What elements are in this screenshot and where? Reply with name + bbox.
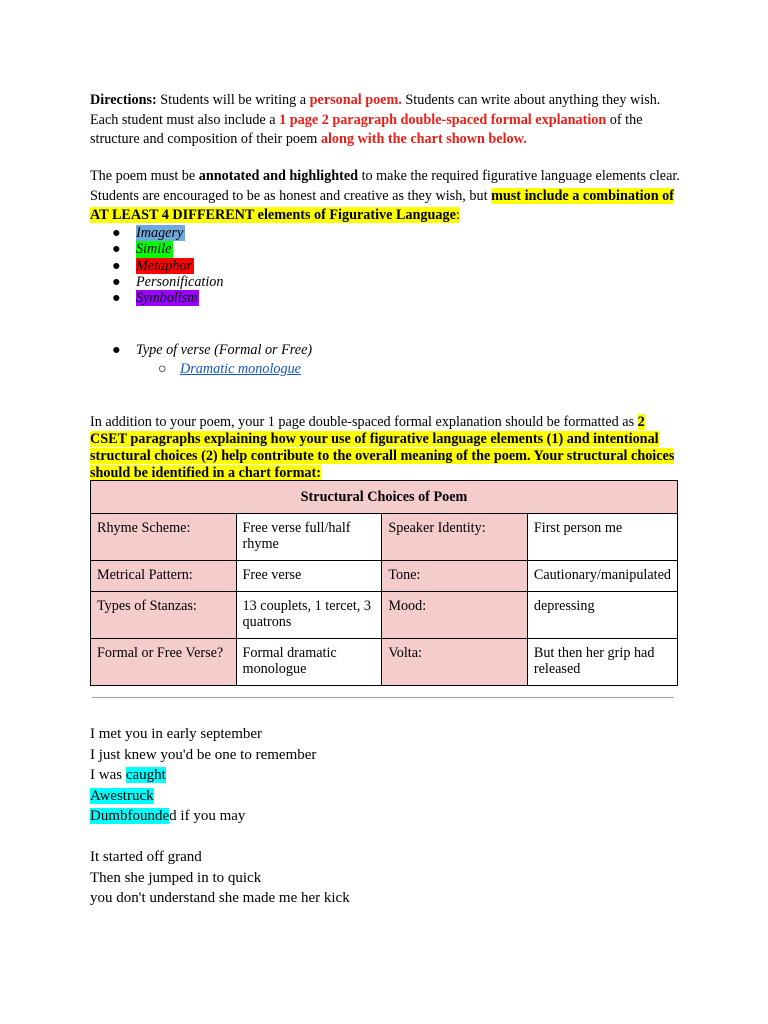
bullet-icon: ● — [112, 290, 121, 307]
figurative-element-label: Metaphor — [136, 257, 192, 274]
annotation-text-2: to make the required figurative language elements clear. Students are encouraged to be as honest and creative as they wish, but — [90, 168, 680, 204]
highlighted-word: Awestruck — [90, 787, 154, 804]
directions-text-2: Students can write about anything they wish. Each student must also include a — [90, 92, 661, 128]
poem-text: I was — [90, 767, 126, 783]
list-item-symbolism — [112, 290, 225, 306]
table-title: Structural Choices of Poem — [91, 481, 678, 514]
table-row — [91, 592, 678, 639]
bullet-icon: ● — [112, 257, 121, 274]
poem-line: you don't understand she made me her kick — [90, 890, 350, 906]
poem-line — [90, 765, 316, 786]
poem-line — [90, 806, 316, 827]
list-item-verse-type — [112, 342, 312, 358]
highlighted-word: Dumbfounde — [90, 808, 170, 824]
table-value-cell: Free verse full/half rhyme — [236, 514, 382, 561]
poem-line: It started off grand — [90, 849, 202, 865]
chart-requirement: along with the chart shown below. — [320, 131, 527, 147]
directions-text-1: Students will be writing a — [156, 92, 310, 108]
explanation-text: In addition to your poem, your 1 page double-spaced formal explanation should be formatted as — [90, 414, 638, 430]
figurative-element-label: Symbolism — [136, 290, 198, 307]
list-item-simile — [112, 241, 225, 257]
table-row — [91, 514, 678, 561]
dramatic-monologue-link[interactable]: Dramatic monologue — [180, 361, 301, 377]
directions-paragraph — [90, 91, 680, 150]
table-value-cell: Cautionary/manipulated — [527, 561, 677, 592]
table-label-cell: Speaker Identity: — [382, 514, 528, 561]
table-value-cell: depressing — [527, 592, 677, 639]
table-label-cell: Volta: — [382, 639, 528, 686]
table-row — [91, 561, 678, 592]
annotated-highlighted-emphasis: annotated and highlighted — [198, 168, 359, 184]
cset-requirement: 2 CSET paragraphs explaining how your use of figurative language elements (1) and intentional structural choices (2) help contribute to the overall meaning of the poem. Your structural choices should be identified in a chart format: — [90, 414, 675, 481]
structural-choices-table — [90, 480, 678, 686]
table-label-cell: Types of Stanzas: — [91, 592, 237, 639]
poem-line: I just knew you'd be one to remember — [90, 746, 317, 763]
explanation-requirement: 1 page 2 paragraph double-spaced formal explanation — [279, 111, 607, 128]
annotation-colon: : — [455, 207, 460, 223]
figurative-requirement: must include a combination of AT LEAST 4 DIFFERENT elements of Figurative Language — [90, 187, 674, 223]
poem-line: Then she jumped in to quick — [90, 869, 262, 886]
table-value-cell: Free verse — [236, 561, 382, 592]
bullet-icon: ● — [112, 241, 121, 258]
verse-sub-item — [158, 360, 301, 378]
poem-stanza-2 — [90, 847, 350, 909]
highlighted-word: caught — [125, 767, 166, 783]
table-header-row — [91, 481, 678, 514]
figurative-element-label: Personification — [136, 273, 224, 290]
table-value-cell: First person me — [527, 514, 677, 561]
poem-stanza-1 — [90, 724, 316, 827]
bullet-icon: ● — [112, 273, 121, 290]
figurative-element-label: Simile — [136, 241, 172, 258]
list-item-personification — [112, 274, 225, 290]
poem-line: I met you in early september — [90, 726, 263, 742]
horizontal-divider — [92, 697, 674, 698]
explanation-paragraph — [90, 414, 680, 482]
figurative-elements-list — [112, 225, 225, 306]
bullet-icon: ● — [112, 225, 121, 241]
table-value-cell: 13 couplets, 1 tercet, 3 quatrons — [236, 592, 382, 639]
poem-line — [90, 786, 316, 807]
table-row — [91, 639, 678, 686]
poem-text: d if you may — [169, 808, 246, 824]
directions-text-3: of the structure and composition of their poem — [90, 111, 643, 147]
table-value-cell: Formal dramatic monologue — [236, 639, 382, 686]
hollow-bullet-icon: ○ — [158, 361, 167, 377]
list-item-imagery — [112, 225, 225, 241]
table-label-cell: Tone: — [382, 561, 528, 592]
verse-list — [112, 342, 312, 358]
annotation-paragraph — [90, 167, 680, 226]
personal-poem-emphasis: personal poem. — [309, 92, 402, 108]
table-label-cell: Metrical Pattern: — [91, 561, 237, 592]
table-label-cell: Mood: — [382, 592, 528, 639]
list-item-metaphor — [112, 258, 225, 274]
table-label-cell: Formal or Free Verse? — [91, 639, 237, 686]
directions-label: Directions: — [90, 92, 157, 108]
annotation-text-1: The poem must be — [90, 168, 199, 184]
table-label-cell: Rhyme Scheme: — [91, 514, 237, 561]
verse-type-label: Type of verse (Formal or Free) — [136, 342, 313, 358]
figurative-element-label: Imagery — [136, 225, 184, 241]
bullet-icon: ● — [112, 342, 121, 358]
table-value-cell: But then her grip had released — [527, 639, 677, 686]
